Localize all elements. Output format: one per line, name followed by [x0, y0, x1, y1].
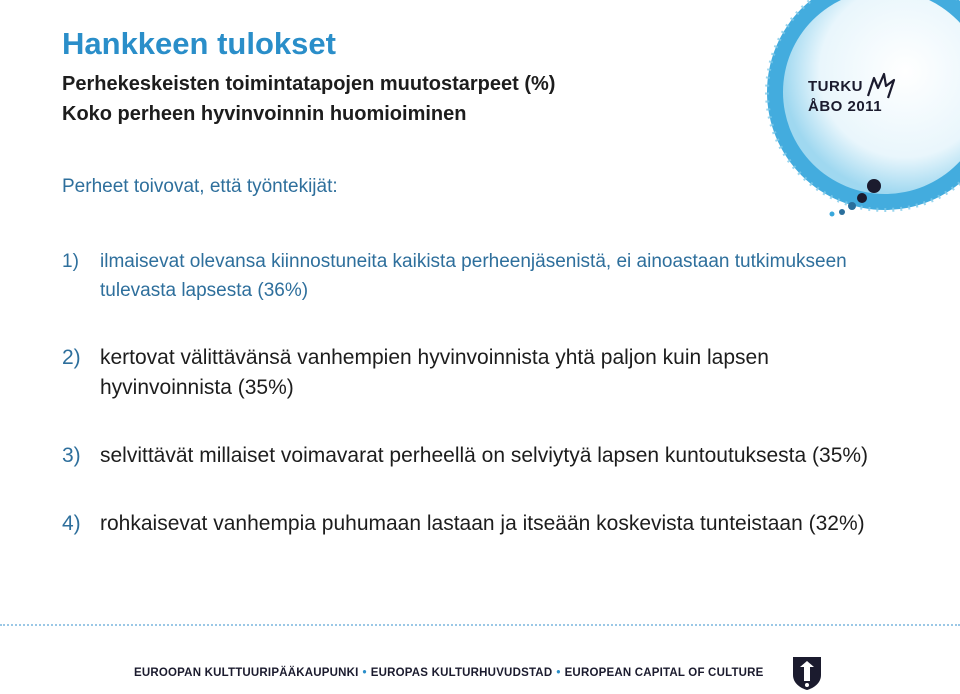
subtitle-1: Perhekeskeisten toimintatapojen muutostarpeet (%)	[62, 73, 556, 95]
dotted-divider	[0, 624, 960, 626]
list-item-number: 3)	[62, 444, 81, 467]
footer-part-3: EUROPEAN CAPITAL OF CULTURE	[564, 667, 764, 679]
footer-separator: •	[362, 667, 367, 679]
flame-mark-icon	[866, 72, 896, 100]
list-item-number: 2)	[62, 346, 81, 369]
results-list	[62, 247, 892, 539]
footer-text	[134, 667, 764, 679]
page-title: Hankkeen tulokset	[62, 26, 336, 61]
footer-part-2: EUROPAS KULTURHUVUDSTAD	[370, 667, 553, 679]
footer-part-1: EUROOPAN KULTTUURIPÄÄKAUPUNKI	[134, 667, 359, 679]
logo-line-2: ÅBO 2011	[808, 98, 883, 115]
subtitle-2: Koko perheen hyvinvoinnin huomioiminen	[62, 103, 467, 125]
list-item	[62, 509, 892, 539]
list-item-text: rohkaisevat vanhempia puhumaan lastaan ja itseään koskevista tunteistaan (32%)	[100, 512, 865, 535]
list-item-text: ilmaisevat olevansa kiinnostuneita kaikista perheenjäsenistä, ei ainoastaan tutkimukseen tulevasta lapsesta (36%)	[100, 251, 847, 301]
list-item	[62, 343, 892, 403]
list-item-text: kertovat välittävänsä vanhempien hyvinvoinnista yhtä paljon kuin lapsen hyvinvoinnista (35%)	[100, 346, 769, 399]
list-item-number: 1)	[62, 251, 79, 272]
logo-line-1: TURKU	[808, 78, 863, 95]
intro-text: Perheet toivovat, että työntekijät:	[62, 176, 338, 197]
list-item-number: 4)	[62, 512, 81, 535]
list-item-text: selvittävät millaiset voimavarat perheellä on selviytyä lapsen kuntoutuksesta (35%)	[100, 444, 869, 467]
list-item	[62, 247, 892, 305]
city-crest-icon	[790, 655, 824, 691]
footer-separator: •	[556, 667, 561, 679]
turku-abo-2011-logo	[808, 78, 908, 128]
list-item	[62, 441, 892, 471]
